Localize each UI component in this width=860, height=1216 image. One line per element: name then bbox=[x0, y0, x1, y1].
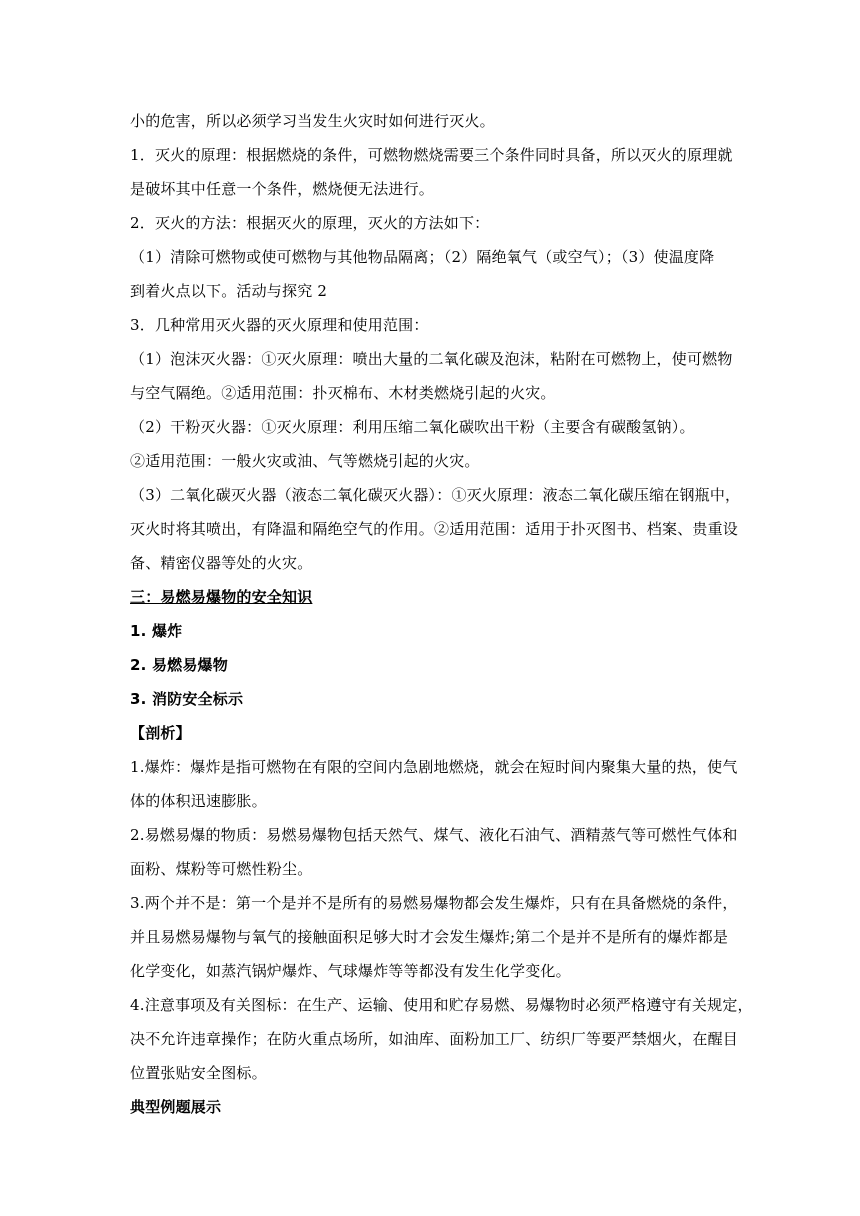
paragraph-line: （2）干粉灭火器：①灭火原理：利用压缩二氧化碳吹出干粉（主要含有碳酸氢钠）。 bbox=[130, 418, 695, 436]
list-item: 2. 易燃易爆物 bbox=[130, 656, 228, 674]
section-heading: 三：易燃易爆物的安全知识 bbox=[130, 588, 313, 606]
example-heading: 典型例题展示 bbox=[130, 1098, 222, 1116]
paragraph-line: 1．灭火的原理：根据燃烧的条件，可燃物燃烧需要三个条件同时具备，所以灭火的原理就 bbox=[130, 146, 733, 164]
list-item: 1. 爆炸 bbox=[130, 622, 183, 640]
paragraph-line: 到着火点以下。活动与探究 2 bbox=[130, 282, 328, 300]
paragraph-line: 2．灭火的方法：根据灭火的原理，灭火的方法如下： bbox=[130, 214, 490, 232]
paragraph-line: 是破坏其中任意一个条件，燃烧便无法进行。 bbox=[130, 180, 435, 198]
paragraph-line: 并且易燃易爆物与氧气的接触面积足够大时才会发生爆炸;第二个是并不是所有的爆炸都是 bbox=[130, 928, 729, 946]
paragraph-line: 1.爆炸：爆炸是指可燃物在有限的空间内急剧地燃烧，就会在短时间内聚集大量的热，使气 bbox=[130, 758, 738, 776]
list-item: 3. 消防安全标示 bbox=[130, 690, 244, 708]
paragraph-line: 灭火时将其喷出，有降温和隔绝空气的作用。②适用范围：适用于扑灭图书、档案、贵重设 bbox=[130, 520, 739, 538]
paragraph-line: （1）清除可燃物或使可燃物与其他物品隔离；（2）隔绝氧气（或空气）；（3）使温度降 bbox=[130, 248, 715, 266]
paragraph-line: （1）泡沫灭火器：①灭火原理：喷出大量的二氧化碳及泡沫，粘附在可燃物上，使可燃物 bbox=[130, 350, 733, 368]
paragraph-line: 决不允许违章操作；在防火重点场所，如油库、面粉加工厂、纺织厂等要严禁烟火，在醒目 bbox=[130, 1030, 739, 1048]
paragraph-line: 4.注意事项及有关图标：在生产、运输、使用和贮存易燃、易爆物时必须严格遵守有关规定， bbox=[130, 996, 753, 1014]
paragraph-line: 3.两个并不是：第一个是并不是所有的易燃易爆物都会发生爆炸，只有在具备燃烧的条件， bbox=[130, 894, 738, 912]
paragraph-line: （3）二氧化碳灭火器（液态二氧化碳灭火器）：①灭火原理：液态二氧化碳压缩在钢瓶中， bbox=[130, 486, 741, 504]
paragraph-line: 面粉、煤粉等可燃性粉尘。 bbox=[130, 860, 313, 878]
paragraph-line: 备、精密仪器等处的火灾。 bbox=[130, 554, 313, 572]
paragraph-line: ②适用范围：一般火灾或油、气等燃烧引起的火灾。 bbox=[130, 452, 480, 470]
paragraph-line: 与空气隔绝。②适用范围：扑灭棉布、木材类燃烧引起的火灾。 bbox=[130, 384, 556, 402]
paragraph-line: 小的危害，所以必须学习当发生火灾时如何进行灭火。 bbox=[130, 112, 495, 130]
paragraph-line: 体的体积迅速膨胀。 bbox=[130, 792, 267, 810]
paragraph-line: 2.易燃易爆的物质：易燃易爆物包括天然气、煤气、液化石油气、酒精蒸气等可燃性气体和 bbox=[130, 826, 738, 844]
analysis-heading: 【剖析】 bbox=[130, 724, 191, 742]
paragraph-line: 化学变化，如蒸汽锅炉爆炸、气球爆炸等等都没有发生化学变化。 bbox=[130, 962, 571, 980]
paragraph-line: 3．几种常用灭火器的灭火原理和使用范围： bbox=[130, 316, 429, 334]
paragraph-line: 位置张贴安全图标。 bbox=[130, 1064, 267, 1082]
